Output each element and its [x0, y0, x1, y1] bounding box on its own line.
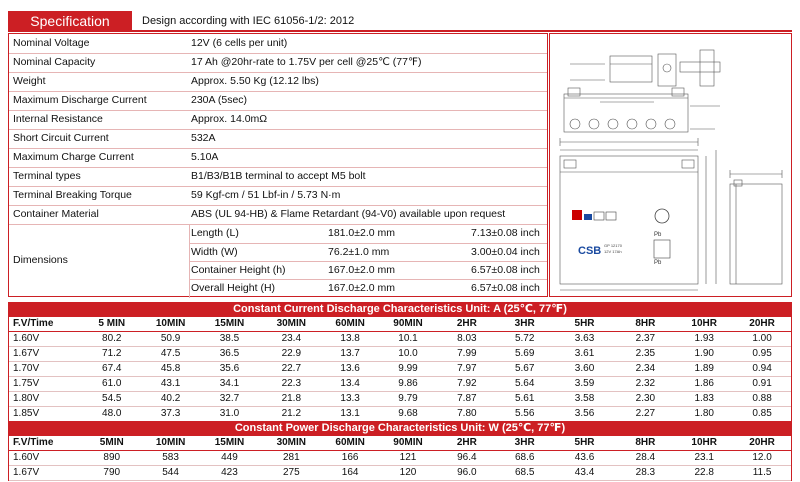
dim-row-width	[189, 243, 547, 261]
spec-value: 230A (5sec)	[191, 94, 248, 106]
table-row	[9, 451, 791, 466]
header-cell: 5MIN	[99, 437, 124, 448]
value-cell: 47.5	[160, 348, 181, 359]
dim-row-container-height	[189, 261, 547, 279]
value-cell: 13.1	[340, 408, 360, 419]
spec-label: Internal Resistance	[13, 113, 103, 125]
value-cell: 9.79	[398, 393, 418, 404]
value-cell: 71.2	[102, 348, 122, 359]
table-row	[9, 407, 791, 422]
table-row	[9, 332, 791, 347]
spec-row-weight	[9, 72, 547, 91]
spec-subtitle: Design according with IEC 61056-1/2: 2012	[142, 15, 355, 27]
spec-label: Maximum Discharge Current	[13, 94, 147, 106]
voltage-cell: 1.60V	[13, 333, 40, 344]
value-cell: 7.80	[457, 408, 477, 419]
header-cell: 5HR	[574, 437, 595, 448]
dim-inch: 6.57±0.08 inch	[471, 264, 540, 276]
header-cell: 15MIN	[214, 318, 245, 329]
value-cell: 7.92	[457, 378, 477, 389]
value-cell: 12.0	[752, 452, 772, 463]
value-cell: 50.9	[160, 333, 181, 344]
value-cell: 67.4	[102, 363, 122, 374]
value-cell: 43.4	[574, 467, 595, 478]
dim-row-length	[189, 224, 547, 242]
header-cell: 30MIN	[276, 318, 307, 329]
value-cell: 61.0	[102, 378, 122, 389]
dim-inch: 7.13±0.08 inch	[471, 227, 540, 239]
spec-value: 12V (6 cells per unit)	[191, 37, 288, 49]
value-cell: 2.35	[635, 348, 656, 359]
value-cell: 7.87	[457, 393, 477, 404]
spec-label: Terminal types	[13, 170, 81, 182]
value-cell: 5.72	[514, 333, 535, 344]
value-cell: 36.5	[219, 348, 240, 359]
value-cell: 43.1	[160, 378, 181, 389]
current-table-rows	[9, 332, 791, 422]
value-cell: 23.1	[694, 452, 714, 463]
value-cell: 22.7	[281, 363, 302, 374]
value-cell: 1.83	[694, 393, 714, 404]
header-cell: 10MIN	[155, 318, 186, 329]
spec-value: ABS (UL 94-HB) & Flame Retardant (94-V0) available upon request	[191, 208, 506, 220]
spec-row-max-discharge	[9, 91, 547, 110]
value-cell: 121	[399, 452, 417, 463]
dim-row-overall-height	[189, 279, 547, 297]
value-cell: 11.5	[752, 467, 772, 478]
value-cell: 35.6	[219, 363, 240, 374]
value-cell: 38.5	[219, 333, 240, 344]
recycle-label-upper: Pb	[654, 232, 662, 238]
spec-value: 532A	[191, 132, 216, 144]
header-cell: 10MIN	[155, 437, 186, 448]
value-cell: 166	[341, 452, 359, 463]
spec-row-resistance	[9, 110, 547, 129]
value-cell: 449	[221, 452, 238, 463]
value-cell: 9.99	[398, 363, 418, 374]
spec-row-short-circuit	[9, 129, 547, 148]
value-cell: 890	[103, 452, 121, 463]
value-cell: 22.8	[694, 467, 714, 478]
header-cell: 15MIN	[214, 437, 245, 448]
spec-row-capacity	[9, 53, 547, 72]
value-cell: 5.61	[514, 393, 535, 404]
value-cell: 28.4	[635, 452, 656, 463]
header-cell: 2HR	[456, 318, 477, 329]
value-cell: 13.6	[340, 363, 360, 374]
dim-name: Length (L)	[191, 227, 239, 239]
dim-name: Container Height (h)	[191, 264, 286, 276]
spec-label: Weight	[13, 75, 46, 87]
value-cell: 2.27	[635, 408, 656, 419]
value-cell: 7.97	[457, 363, 477, 374]
header-cell: 90MIN	[393, 437, 423, 448]
value-cell: 68.6	[514, 452, 535, 463]
header-cell: F.V/Time	[13, 318, 54, 329]
value-cell: 9.86	[398, 378, 418, 389]
value-cell: 2.30	[635, 393, 656, 404]
voltage-cell: 1.67V	[13, 348, 40, 359]
dim-name: Overall Height (H)	[191, 282, 276, 294]
value-cell: 68.5	[514, 467, 535, 478]
table-header-row	[9, 317, 791, 332]
spec-label: Container Material	[13, 208, 99, 220]
header-cell: 60MIN	[335, 437, 365, 448]
value-cell: 1.93	[694, 333, 714, 344]
value-cell: 22.9	[281, 348, 302, 359]
value-cell: 1.80	[694, 408, 714, 419]
value-cell: 120	[399, 467, 417, 478]
value-cell: 21.8	[281, 393, 302, 404]
header-cell: 10HR	[691, 318, 717, 329]
voltage-cell: 1.85V	[13, 408, 40, 419]
spec-value: Approx. 14.0mΩ	[191, 113, 268, 125]
value-cell: 37.3	[160, 408, 181, 419]
value-cell: 5.64	[514, 378, 535, 389]
value-cell: 3.63	[574, 333, 595, 344]
value-cell: 3.60	[574, 363, 595, 374]
dim-name: Width (W)	[191, 246, 238, 258]
table-row	[9, 377, 791, 392]
value-cell: 45.8	[160, 363, 181, 374]
value-cell: 281	[282, 452, 300, 463]
power-table-title: Constant Power Discharge Characteristics Unit: W (25℃, 77℉)	[8, 421, 792, 436]
table-header-row	[9, 436, 791, 451]
header-cell: 60MIN	[335, 318, 365, 329]
dim-mm: 181.0±2.0 mm	[328, 227, 396, 239]
spec-header	[8, 11, 792, 31]
spec-label: Maximum Charge Current	[13, 151, 134, 163]
battery-label	[572, 209, 670, 266]
value-cell: 1.89	[694, 363, 714, 374]
value-cell: 10.1	[398, 333, 418, 344]
value-cell: 0.91	[752, 378, 772, 389]
value-cell: 3.59	[574, 378, 595, 389]
spec-label: Short Circuit Current	[13, 132, 109, 144]
value-cell: 3.56	[574, 408, 595, 419]
value-cell: 80.2	[102, 333, 122, 344]
spec-row-voltage	[9, 34, 547, 53]
model-text: GP 12170	[604, 243, 622, 248]
value-cell: 10.0	[398, 348, 418, 359]
header-cell: 20HR	[749, 437, 775, 448]
recycle-label: Pb	[654, 260, 662, 266]
spec-row-container	[9, 205, 547, 224]
value-cell: 31.0	[219, 408, 240, 419]
spec-row-torque	[9, 186, 547, 205]
value-cell: 0.88	[752, 393, 772, 404]
header-rule	[8, 30, 792, 32]
header-cell: 2HR	[456, 437, 477, 448]
front-view	[560, 138, 716, 290]
value-cell: 96.0	[457, 467, 477, 478]
side-view	[730, 170, 782, 284]
spec-label: Terminal Breaking Torque	[13, 189, 132, 201]
value-cell: 13.3	[340, 393, 360, 404]
battery-drawing	[550, 34, 791, 296]
voltage-cell: 1.67V	[13, 467, 40, 478]
brand-logo: CSB	[578, 245, 602, 257]
value-cell: 48.0	[102, 408, 122, 419]
current-table-title: Constant Current Discharge Characteristics Unit: A (25℃, 77℉)	[8, 302, 792, 317]
value-cell: 423	[221, 467, 238, 478]
value-cell: 1.90	[694, 348, 714, 359]
voltage-cell: 1.70V	[13, 363, 40, 374]
spec-value: Approx. 5.50 Kg (12.12 lbs)	[191, 75, 319, 87]
value-cell: 96.4	[457, 452, 477, 463]
dim-inch: 6.57±0.08 inch	[471, 282, 540, 294]
header-cell: 20HR	[749, 318, 775, 329]
value-cell: 32.7	[219, 393, 240, 404]
value-cell: 544	[162, 467, 179, 478]
value-cell: 275	[282, 467, 300, 478]
header-cell: 90MIN	[393, 318, 423, 329]
value-cell: 28.3	[635, 467, 656, 478]
dimension-drawing	[549, 33, 792, 297]
value-cell: 5.56	[514, 408, 535, 419]
table-row	[9, 362, 791, 377]
value-cell: 21.2	[281, 408, 302, 419]
value-cell: 34.1	[219, 378, 240, 389]
value-cell: 8.03	[457, 333, 477, 344]
spec-value: 5.10A	[191, 151, 219, 163]
value-cell: 164	[341, 467, 359, 478]
spec-value: B1/B3/B1B terminal to accept M5 bolt	[191, 170, 366, 182]
power-table-body	[8, 436, 792, 481]
value-cell: 0.85	[752, 408, 772, 419]
spec-row-terminal	[9, 167, 547, 186]
power-table-rows	[9, 451, 791, 481]
table-row	[9, 347, 791, 362]
constant-current-table	[8, 302, 792, 422]
value-cell: 5.67	[514, 363, 535, 374]
rating-text: 12V 17Ah	[604, 249, 622, 254]
header-cell: 3HR	[514, 318, 535, 329]
spec-value: 59 Kgf-cm / 51 Lbf-in / 5.73 N·m	[191, 189, 341, 201]
spec-label: Nominal Capacity	[13, 56, 96, 68]
header-cell: F.V/Time	[13, 437, 54, 448]
value-cell: 790	[103, 467, 121, 478]
value-cell: 3.58	[574, 393, 595, 404]
value-cell: 9.68	[398, 408, 418, 419]
header-cell: 8HR	[635, 318, 656, 329]
value-cell: 13.4	[340, 378, 360, 389]
value-cell: 1.00	[752, 333, 772, 344]
recycle-bin-icon	[654, 240, 670, 258]
spec-title: Specification	[8, 11, 132, 31]
voltage-cell: 1.80V	[13, 393, 40, 404]
value-cell: 13.7	[340, 348, 360, 359]
value-cell: 54.5	[102, 393, 122, 404]
value-cell: 5.69	[514, 348, 535, 359]
terminal-detail	[570, 50, 720, 86]
table-row	[9, 392, 791, 407]
header-cell: 8HR	[635, 437, 656, 448]
header-cell: 10HR	[691, 437, 717, 448]
spec-table	[8, 33, 548, 297]
voltage-cell: 1.60V	[13, 452, 40, 463]
current-table-body	[8, 317, 792, 422]
spec-value: 17 Ah @20hr-rate to 1.75V per cell @25℃ (77℉)	[191, 56, 422, 68]
dim-mm: 167.0±2.0 mm	[328, 282, 396, 294]
dim-inch: 3.00±0.04 inch	[471, 246, 540, 258]
spec-label: Nominal Voltage	[13, 37, 90, 49]
value-cell: 43.6	[574, 452, 595, 463]
value-cell: 583	[162, 452, 179, 463]
value-cell: 13.8	[340, 333, 360, 344]
header-cell: 5HR	[574, 318, 595, 329]
header-cell: 30MIN	[276, 437, 307, 448]
dimensions-label: Dimensions	[13, 254, 68, 266]
value-cell: 0.95	[752, 348, 772, 359]
value-cell: 2.34	[635, 363, 656, 374]
top-view	[564, 88, 720, 132]
spec-row-max-charge	[9, 148, 547, 167]
value-cell: 7.99	[457, 348, 477, 359]
value-cell: 40.2	[160, 393, 181, 404]
value-cell: 0.94	[752, 363, 772, 374]
value-cell: 2.32	[635, 378, 656, 389]
constant-power-table	[8, 421, 792, 481]
value-cell: 22.3	[281, 378, 302, 389]
value-cell: 1.86	[694, 378, 714, 389]
value-cell: 3.61	[574, 348, 595, 359]
header-cell: 3HR	[514, 437, 535, 448]
table-row	[9, 466, 791, 481]
value-cell: 23.4	[281, 333, 302, 344]
voltage-cell: 1.75V	[13, 378, 40, 389]
header-cell: 5 MIN	[98, 318, 126, 329]
dim-mm: 167.0±2.0 mm	[328, 264, 396, 276]
value-cell: 2.37	[635, 333, 656, 344]
dim-mm: 76.2±1.0 mm	[328, 246, 390, 258]
